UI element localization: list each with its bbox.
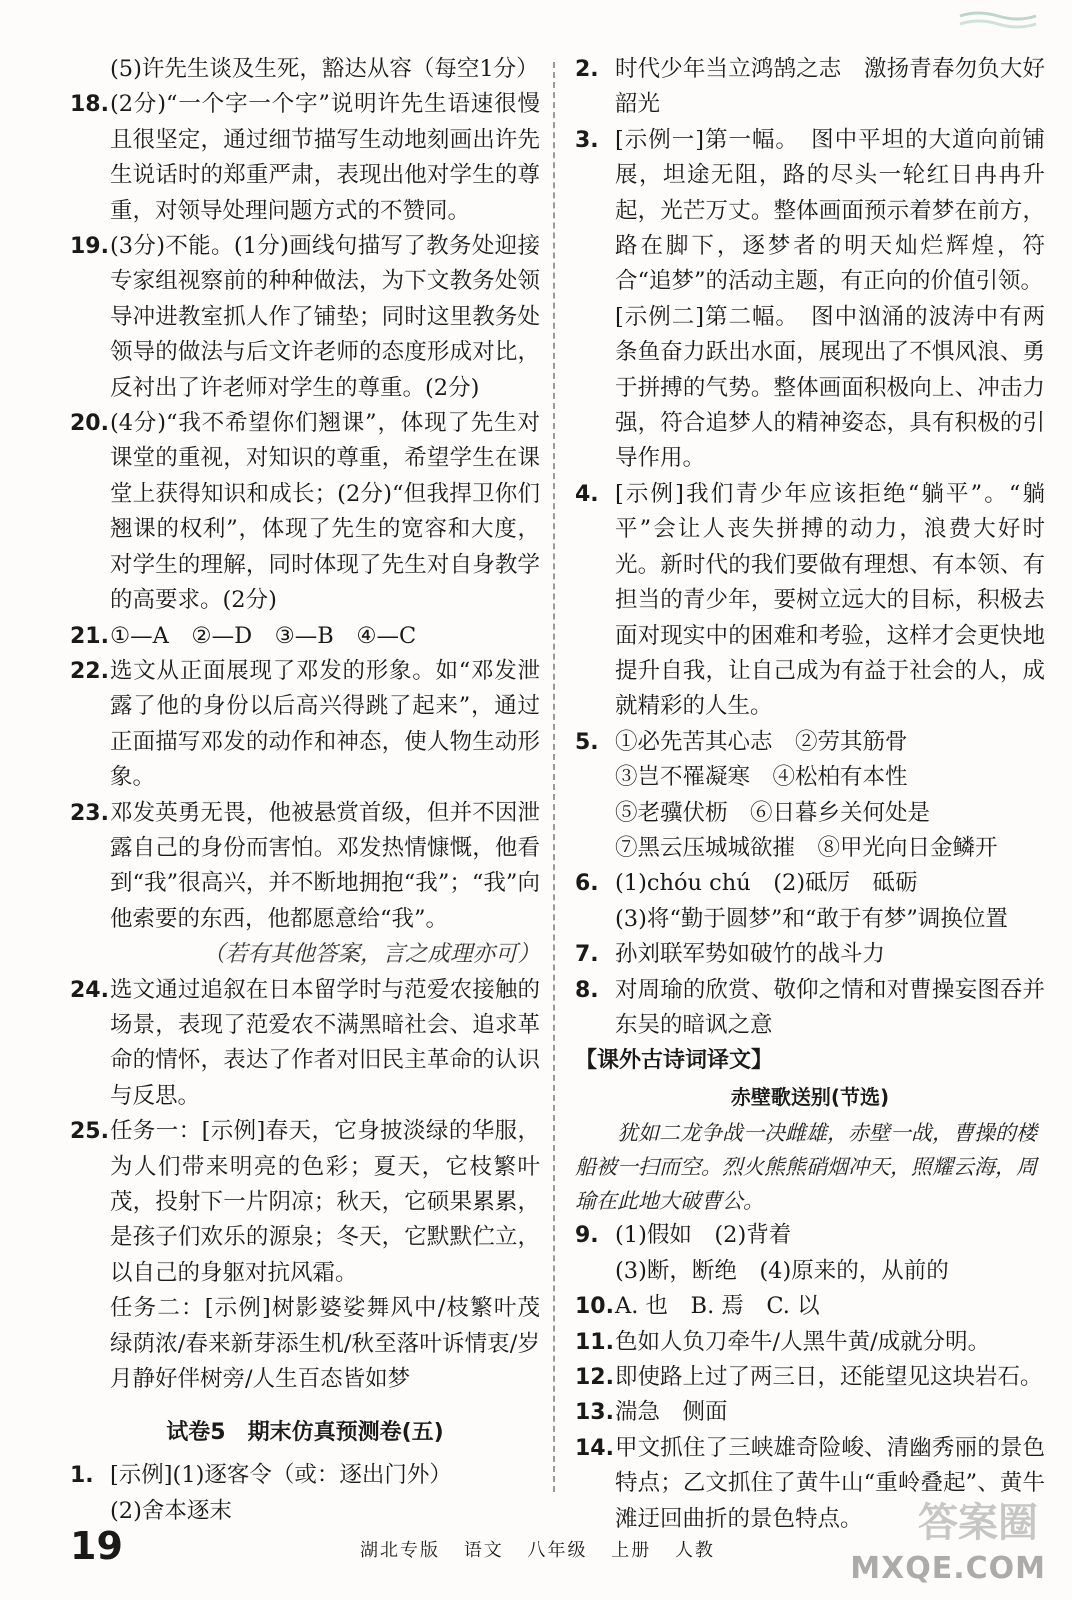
- answer-11: [575, 1325, 1045, 1360]
- answer-12: [575, 1360, 1045, 1395]
- right-column: [575, 52, 1045, 1537]
- question-number: 25.: [70, 1119, 109, 1145]
- answer-21: [70, 619, 540, 654]
- answer-text: A. 也 B. 焉 C. 以: [615, 1293, 820, 1320]
- answer-3: [575, 123, 1045, 477]
- answer-9: [575, 1218, 1045, 1289]
- question-number: 4.: [575, 481, 599, 507]
- extra-poem-heading: 【课外古诗词译文】: [575, 1048, 774, 1074]
- answer-text-example1: [示例一]第一幅。 图中平坦的大道向前铺展，坦途无阻，路的尽头一轮红日冉冉升起，光芒万丈。整体画面预示着梦在前方，路在脚下，逐梦者的明天灿烂辉煌，符合“追梦”的活动主题，有正向的价值引领。: [615, 126, 1045, 295]
- question-number: 10.: [575, 1294, 614, 1320]
- answer-line: (3)将“勤于圆梦”和“敢于有梦”调换位置: [615, 905, 1008, 932]
- corner-wave-decoration: [958, 8, 1038, 34]
- answer-6: [575, 866, 1045, 937]
- answer-exam5-1-2: [70, 1494, 540, 1529]
- poem-text: 犹如二龙争战一决雌雄，赤壁一战，曹操的楼船被一扫而空。烈火熊熊硝烟冲天，照耀云海，周瑜在此地大破曹公。: [575, 1121, 1037, 1214]
- answer-line: ③岂不罹凝寒 ④松柏有本性: [615, 764, 908, 791]
- answer-text: [示例]我们青少年应该拒绝“躺平”。“躺平”会让人丧失拼搏的动力，浪费大好时光。新时代的我们要做有理想、有本领、有担当的青少年，要树立远大的目标，积极去面对现实中的困难和考验，这样才会更快地提升自我，让自己成为有益于社会的人，成就精彩的人生。: [615, 480, 1045, 720]
- question-number: 20.: [70, 411, 109, 437]
- answer-10: [575, 1289, 1045, 1324]
- question-number: 13.: [575, 1400, 614, 1426]
- question-number: 1.: [70, 1463, 94, 1489]
- question-number: 19.: [70, 234, 109, 260]
- footer-label-edition: 湖北专版: [360, 1540, 440, 1561]
- footer-label-volume: 上册: [611, 1540, 652, 1561]
- answer-text-task1: 任务一：[示例]春天，它身披淡绿的华服，为人们带来明亮的色彩；夏天，它枝繁叶茂，投射下一片阴凉；秋天，它硕果累累，是孩子们欢乐的源泉；冬天，它默默伫立，以自己的身躯对抗风霜。: [110, 1118, 540, 1286]
- left-column: [70, 52, 540, 1529]
- answer-text: (2)舍本逐末: [110, 1497, 232, 1524]
- question-number: 21.: [70, 623, 109, 649]
- answer-text: 邓发英勇无畏，他被悬赏首级，但并不因泄露自己的身份而害怕。邓发热情慷慨，他看到“我”很高兴，并不断地拥抱“我”；“我”向他索要的东西，他都愿意给“我”。: [110, 799, 540, 932]
- question-number: 18.: [70, 92, 109, 118]
- answer-line: ①必先苦其心志 ②劳其筋骨: [615, 728, 908, 755]
- answer-text: 湍急 侧面: [615, 1399, 728, 1426]
- answer-text: (4分)“我不希望你们翘课”，体现了先生对课堂的重视，对知识的尊重，希望学生在课堂上获得知识和成长；(2分)“但我捍卫你们翘课的权利”，体现了先生的宽容和大度，对学生的理解，同时体现了先生对自身教学的高要求。(2分): [110, 410, 540, 614]
- answer-text: 孙刘联军势如破竹的战斗力: [615, 941, 886, 968]
- answer-text-example2: [示例二]第二幅。 图中汹涌的波涛中有两条鱼奋力跃出水面，展现出了不惧风浪、勇于拼搏的气势。整体画面积极向上、冲击力强，符合追梦人的精神姿态，具有积极的引导作用。: [615, 303, 1045, 472]
- answer-text: 选文通过追叙在日本留学时与范爱农接触的场景，表现了范爱农不满黑暗社会、追求革命的情怀，表达了作者对旧民主革命的认识与反思。: [110, 976, 540, 1109]
- answer-text: 对周瑜的欣赏、敬仰之情和对曹操妄图吞并东吴的暗讽之意: [615, 976, 1045, 1038]
- answer-18: [70, 87, 540, 229]
- question-number: 12.: [575, 1365, 614, 1390]
- section-title: 试卷5 期末仿真预测卷(五): [166, 1420, 444, 1446]
- answer-text: 选文从正面展现了邓发的形象。如“邓发泄露了他的身份以后高兴得跳了起来”，通过正面描写邓发的动作和神态，使人物生动形象。: [110, 657, 540, 791]
- answer-line: ⑦黑云压城城欲摧 ⑧甲光向日金鳞开: [615, 834, 998, 861]
- answer-note: （若有其他答案，言之成理亦可）: [202, 941, 540, 968]
- answer-exam5-1: [70, 1458, 540, 1493]
- question-number: 5.: [575, 729, 599, 755]
- answer-text: 时代少年当立鸿鹄之志 激扬青春勿负大好韶光: [615, 56, 1045, 118]
- answer-line: (3)断，断绝 (4)原来的，从前的: [615, 1257, 949, 1284]
- column-divider: [553, 62, 555, 1492]
- answer-19: [70, 229, 540, 406]
- footer-labels: [360, 1536, 731, 1562]
- answer-text: (2分)“一个字一个字”说明许先生语速很慢且很坚定，通过细节描写生动地刻画出许先生说话时的郑重严肃，表现出他对学生的尊重，对领导处理问题方式的不赞同。: [110, 91, 540, 224]
- answer-8: [575, 973, 1045, 1044]
- poem-translation: [575, 1116, 1045, 1218]
- question-number: 3.: [575, 127, 599, 153]
- answer-line: (1)假如 (2)背着: [615, 1222, 792, 1249]
- left-item-list: [70, 52, 540, 1397]
- answer-5: [575, 725, 1045, 867]
- question-number: 11.: [575, 1329, 614, 1355]
- question-number: 7.: [575, 942, 599, 968]
- footer-label-publisher: 人教: [674, 1540, 715, 1561]
- answer-text: [示例](1)逐客令（或：逐出门外）: [110, 1462, 452, 1489]
- question-number: 24.: [70, 977, 109, 1003]
- answer-text: 即使路上过了两三日，还能望见这块岩石。: [615, 1364, 1043, 1390]
- question-number: 6.: [575, 871, 599, 897]
- answer-25: [70, 1114, 540, 1397]
- answer-text: 色如人负刀牵牛/人黑牛黄/成就分明。: [615, 1328, 991, 1355]
- question-number: 14.: [575, 1435, 614, 1461]
- answer-4: [575, 477, 1045, 725]
- answer-2: [575, 52, 1045, 123]
- question-number: 9.: [575, 1223, 599, 1249]
- answer-23: [70, 796, 540, 973]
- answer-line: ⑤老骥伏枥 ⑥日暮乡关何处是: [615, 799, 931, 826]
- question-number: 8.: [575, 977, 599, 1003]
- question-number: 22.: [70, 658, 109, 684]
- question-number: 23.: [70, 800, 109, 826]
- answer-text: (3分)不能。(1分)画线句描写了教务处迎接专家组视察前的种种做法，为下文教务处领导冲进教室抓人作了铺垫；同时这里教务处领导的做法与后文许老师的态度形成对比，反衬出了许老师对学生的尊重。(2分): [110, 233, 540, 401]
- answer-24: [70, 973, 540, 1115]
- answer-text: ①—A ②—D ③—B ④—C: [110, 622, 417, 649]
- answer-7: [575, 937, 1045, 972]
- answer-text: 甲文抓住了三峡雄奇险峻、清幽秀丽的景色特点；乙文抓住了黄牛山“重岭叠起”、黄牛滩迂回曲折的景色特点。: [615, 1434, 1045, 1532]
- watermark-text: MXQE.COM: [850, 1551, 1046, 1586]
- watermark-logo: 答案圈: [918, 1500, 1038, 1546]
- footer-label-grade: 八年级: [527, 1540, 588, 1561]
- answer-20: [70, 406, 540, 618]
- answer-line: (1)chóu chú (2)砥厉 砥砺: [615, 870, 918, 897]
- answer-text-task2: 任务二：[示例]树影婆娑舞风中/枝繁叶茂绿荫浓/春来新芽添生机/秋至落叶诉情衷/岁月静好伴树旁/人生百态皆如梦: [110, 1295, 540, 1393]
- answer-17-5: [70, 52, 540, 87]
- poem-title: 赤壁歌送别(节选): [730, 1085, 890, 1110]
- answer-13: [575, 1395, 1045, 1430]
- question-number: 2.: [575, 57, 599, 82]
- page-number: 19: [70, 1524, 123, 1568]
- answer-text: (5)许先生谈及生死，豁达从容（每空1分）: [110, 56, 539, 82]
- answer-22: [70, 654, 540, 796]
- footer-label-subject: 语文: [463, 1540, 504, 1561]
